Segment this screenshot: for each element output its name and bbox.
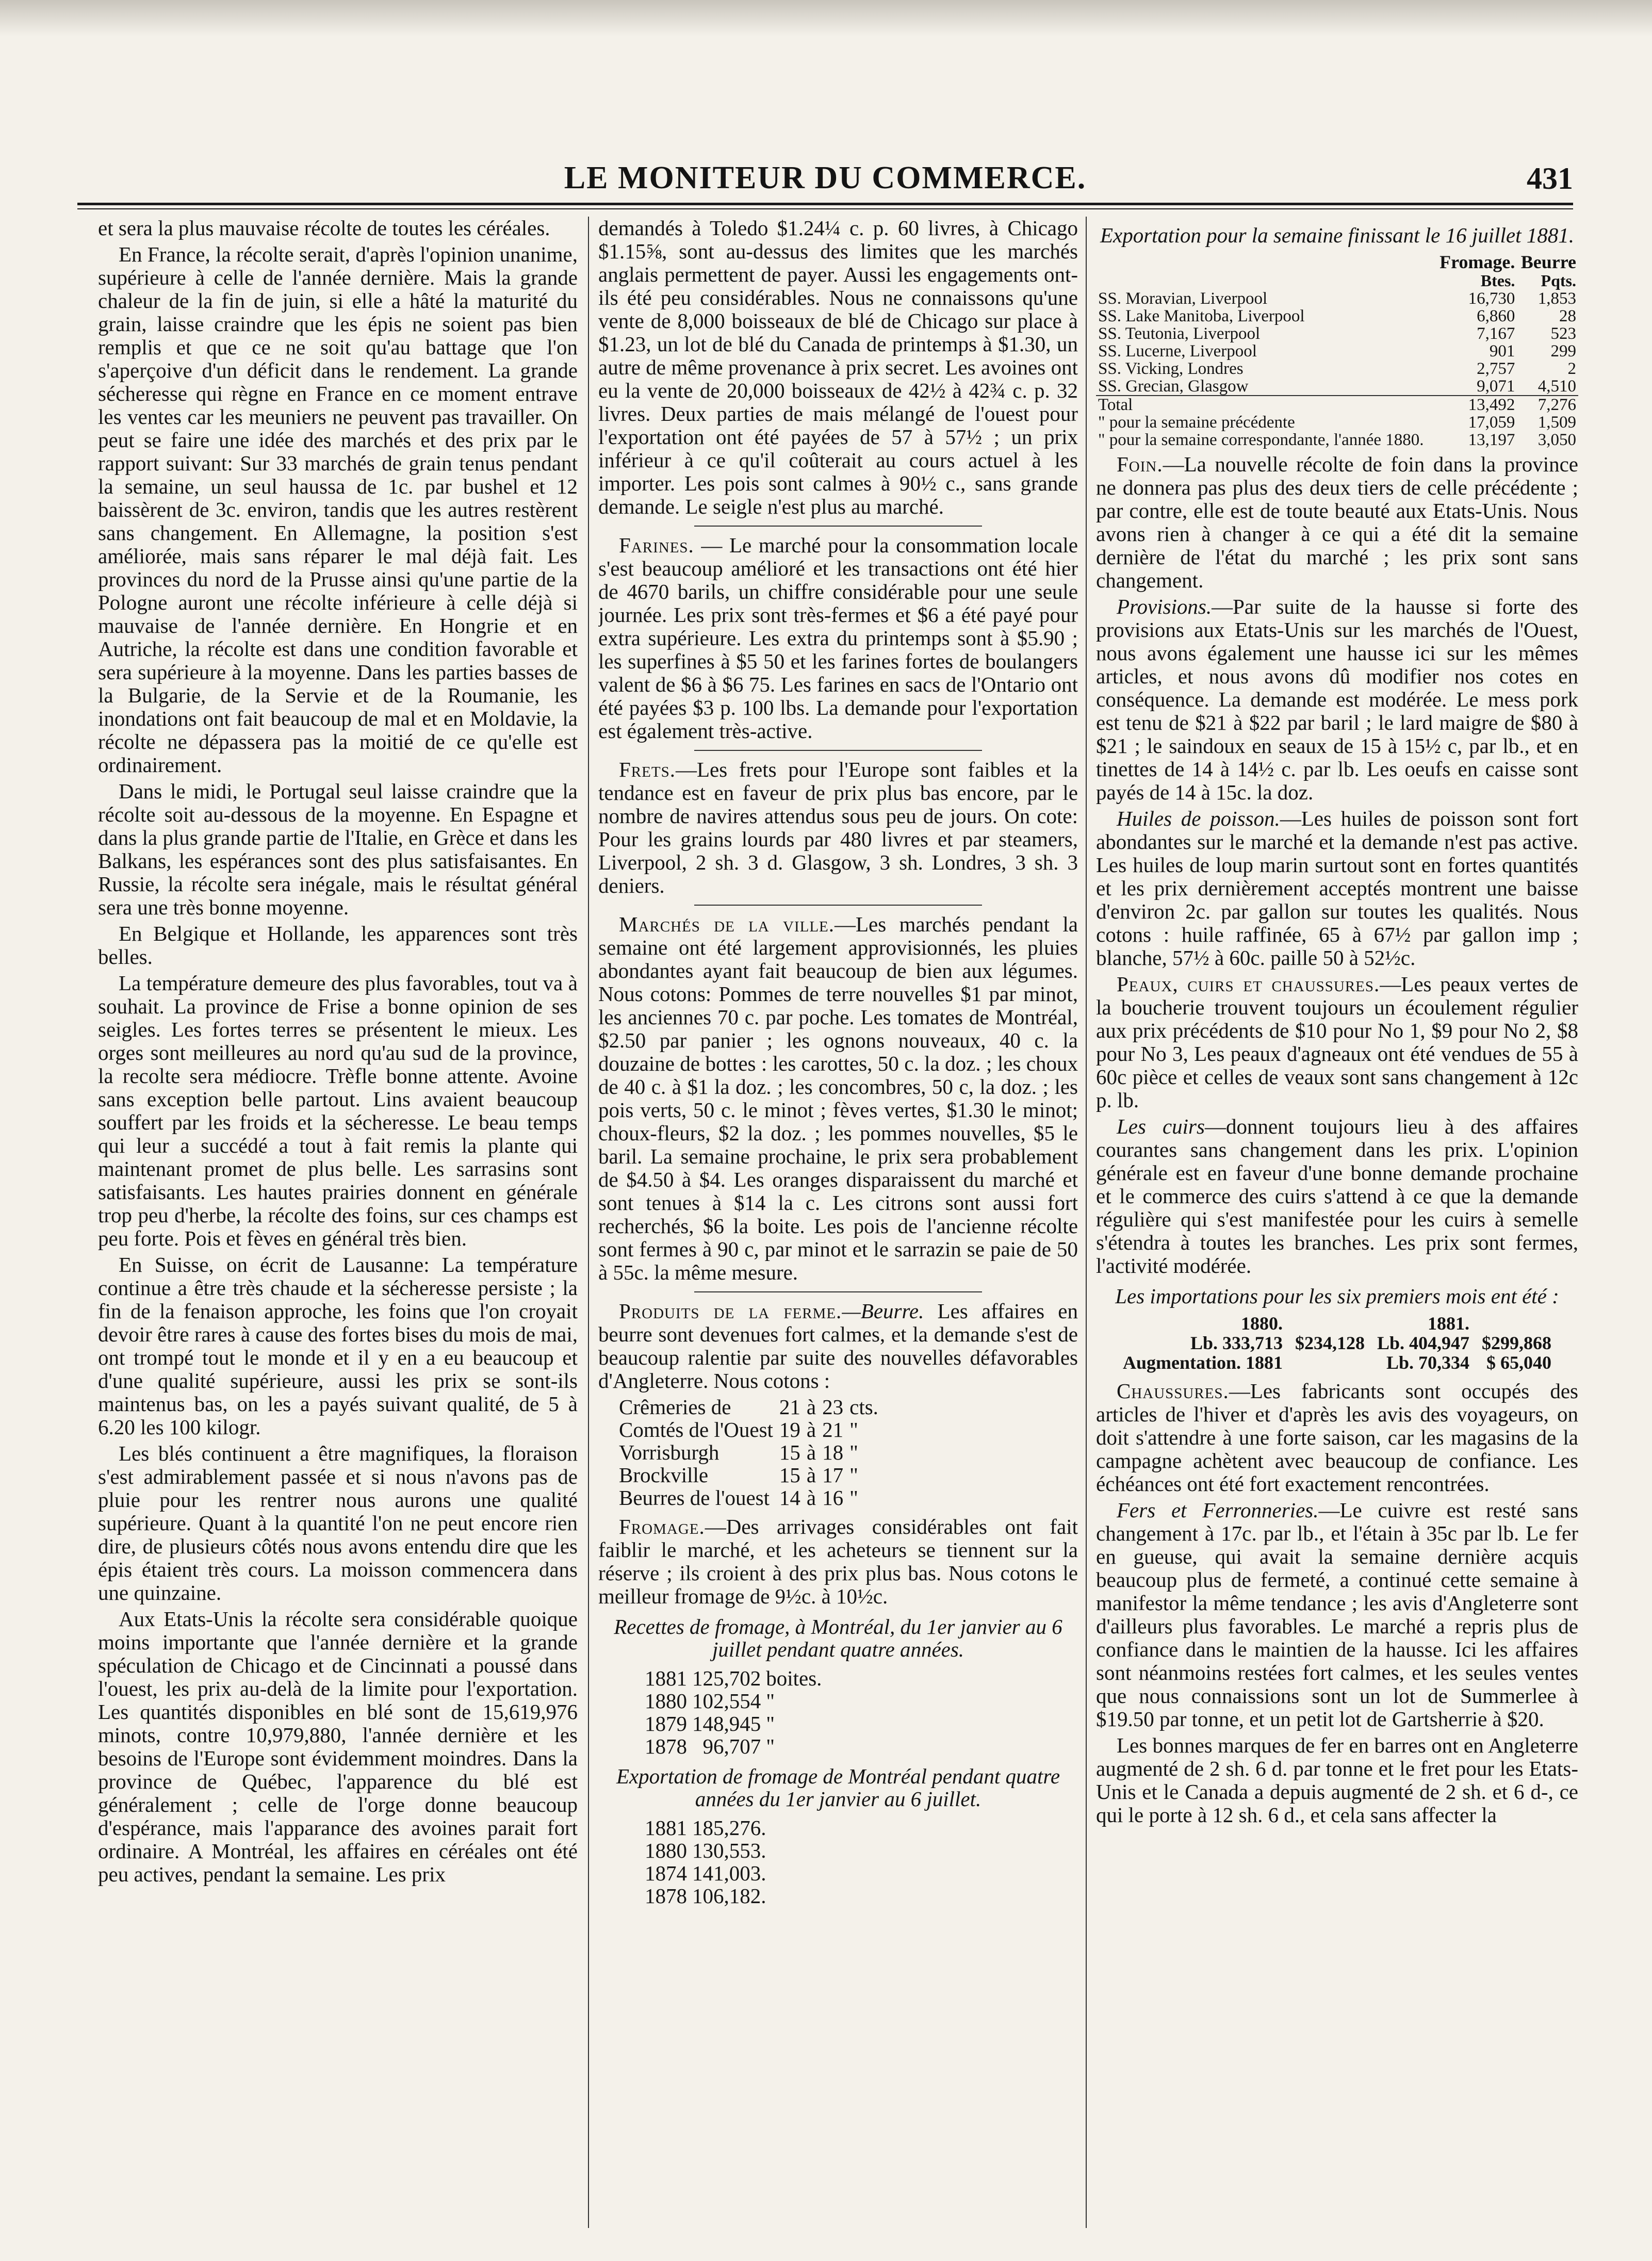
butter-row: [619, 1441, 885, 1464]
paragraph: Les blés continuent a être magnifiques, la floraison s'est admirablement passée et si nous n'avons pas de pluie pour les rentrer nous aurons une qualité supérieure. Quant à la quantité l'on ne peut encore rien dire, de plusieurs côtés nous avons entendu dire que les épis étaient très cours. La moisson commencera dans une quinzaine.: [98, 1441, 578, 1604]
butter-total: 3,050: [1537, 431, 1576, 449]
section-heading: Fromage.: [619, 1515, 705, 1538]
section-fers: [1096, 1499, 1578, 1731]
price-sep: à: [806, 1418, 816, 1441]
section-separator: [694, 905, 982, 906]
section-text: — Le marché pour la consommation locale s'est beaucoup amélioré et les transactions ont été hier de 4670 barils, un chiffre considérable pour une seule journée. Les prix sont très-fermes et $6 a été payé pour extra supérieure. Les extra du printemps sont à $5.90 ; les superfines à $5 50 et les farines fortes de boulangers valent de $6 à $6 75. Les farines en sacs de l'Ontario ont été payées $3 p. 100 lbs. La demande pour l'exportation est également très-active.: [598, 533, 1078, 743]
product-name: Comtés de l'Ouest: [619, 1418, 773, 1441]
section-heading: Peaux, cuirs et chaussures.: [1117, 972, 1380, 996]
year: 1881: [645, 1666, 687, 1690]
section-text: —Le cuivre est resté sans changement à 17c. par lb., et l'étain à 35c par lb. Le fer en gueuse, qui avait la semaine dernière acquis beaucoup plus de fermeté, a continué cette semaine à manifestor la même tendance ; les avis d'Angleterre sont d'ailleurs plus favorables. Le marché a repris plus de confiance dans le maintien de la hausse. Ici les affaires sont néanmoins restées fort calmes, et les seules ventes que nous connaissions sont un lot de Summerlee à $19.50 par tonne, et un petit lot de Gartsherrie à $20.: [1096, 1498, 1578, 1731]
paragraph: En France, la récolte serait, d'après l'opinion unanime, supérieure à celle de l'année dernière. Mais la grande chaleur de la fin de juin, si elle a hâté la maturité du grain, laisse craindre que les épis ne soient pas bien remplis et que ce ne soit qu'au battage que l'on s'aperçoive d'un déficit dans le rendement. La grande sécheresse qui règne en France en ce moment entrave les ventes car les meuniers ne peuvent pas travailler. On peut se faire une idée des marchés et des prix par le rapport suivant: Sur 33 marchés de grain tenus pendant la semaine, un seul haussa de 1c. par bushel et 12 baissèrent de 3c. environ, tandis que les autres restèrent sans changement. En Allemagne, la position s'est améliorée, mais sans réparer le mal déjà fait. Les provinces du nord de la Prusse ainsi qu'une partie de la Pologne auront une récolte inférieure à celle déjà si mauvaise de l'année dernière. En Hongrie et en Autriche, la récolte est dans une condition favorable et sera supérieure à la moyenne. Dans les parties basses de la Bulgarie, de la Servie et de la Roumanie, les inondations ont fait beaucoup de mal et en Moldavie, la récolte ne dépassera pas la moitié de ce qu'elle est ordinairement.: [98, 242, 578, 777]
section-marches: [598, 913, 1078, 1284]
product-name: Vorrisburgh: [619, 1440, 719, 1464]
page-header: [77, 160, 1573, 201]
paragraph: demandés à Toledo $1.24¼ c. p. 60 livres, à Chicago $1.15⅝, sont au-dessus des limites que les marchés anglais permettent de payer. Aussi les engagements ont-ils été peu considérables. Nous ne connaissons qu'une vente de 8,000 boisseaux de blé de Chicago sur place à $1.23, un lot de blé du Canada de printemps à $1.30, un autre de même provenance à prix secret. Les avoines ont eu la vente de 20,000 boisseaux de 42½ à 42¾ c. p. 32 livres. Deux parties de mais mélangé de l'ouest pour l'exportation ont été payées de 57 à 57½ ; un prix inférieur à ce qu'il coûterait au cours actuel à les importer. Les pois sont calmes à 90½ c., sans grande demande. Le seigle n'est plus au marché.: [598, 217, 1078, 518]
price-low: 21: [779, 1395, 800, 1419]
receipt-row: [645, 1667, 827, 1690]
cheese-receipts-table: [645, 1667, 827, 1758]
section-separator: [694, 1291, 982, 1292]
section-heading: Les cuirs: [1117, 1115, 1205, 1138]
ship-name: SS. Lucerne, Liverpool: [1098, 342, 1257, 361]
header-rule: [77, 203, 1573, 209]
year: 1874: [645, 1861, 687, 1885]
price-high: 18: [822, 1440, 844, 1464]
section-heading: Frets.: [619, 758, 676, 781]
butter-packages: 28: [1559, 307, 1576, 325]
ship-name: SS. Teutonia, Liverpool: [1098, 324, 1261, 343]
column-subheader: Pqts.: [1541, 271, 1576, 290]
paragraph: En Belgique et Hollande, les apparences sont très belles.: [98, 922, 578, 969]
butter-packages: 1,853: [1537, 289, 1576, 308]
year-header: 1881.: [1428, 1313, 1470, 1334]
import-value: $ 65,040: [1486, 1352, 1552, 1373]
butter-total: 1,509: [1537, 413, 1576, 432]
cheese-boxes: 16,730: [1468, 289, 1515, 308]
column-header: Fromage.: [1440, 252, 1515, 272]
section-frets: [598, 758, 1078, 897]
price-high: 23: [822, 1395, 844, 1419]
ship-row: [1096, 342, 1578, 360]
value: 106,182.: [692, 1884, 766, 1908]
import-row: [1117, 1353, 1558, 1372]
section-provisions: [1096, 595, 1578, 804]
paragraph: Aux Etats-Unis la récolte sera considérable quoique moins importante que l'année dernière et la grande spéculation de Chicago et de Cincinnati a poussé dans l'ouest, les prix au-delà de la limite pour l'exportation. Les quantités disponibles en blé sont de 15,619,976 minots, contre 10,979,880, l'année dernière et les besoins de l'Europe sont évidemment moindres. Dans la province de Québec, l'apparence du blé est généralement ; celle de l'orge donne beaucoup d'espérance, mais l'apparance des avoines parait fort ordinaire. A Montréal, les affaires en céréales ont été peu actives, pendant la semaine. Les prix: [98, 1607, 578, 1886]
butter-row: [619, 1464, 885, 1486]
import-value: [1289, 1353, 1371, 1372]
cheese-boxes: 2,757: [1477, 359, 1515, 378]
section-separator: [694, 526, 982, 527]
section-farines: [598, 534, 1078, 743]
ship-name: SS. Lake Manitoba, Liverpool: [1098, 307, 1305, 325]
price-low: 14: [779, 1486, 800, 1510]
unit: ": [766, 1734, 775, 1758]
import-qty: Augmentation. 1881: [1122, 1352, 1283, 1373]
price-high: 21: [822, 1418, 844, 1441]
column-subheader: Btes.: [1480, 271, 1515, 290]
unit: ": [766, 1712, 775, 1735]
weekly-export-table: [1096, 253, 1578, 449]
section-heading: Chaussures.: [1117, 1379, 1229, 1403]
unit: boites.: [766, 1666, 822, 1690]
price-unit: ": [849, 1418, 858, 1441]
ship-name: SS. Moravian, Liverpool: [1098, 289, 1268, 308]
year: 1880: [645, 1839, 687, 1862]
cheese-total: 17,059: [1468, 413, 1515, 432]
value: 130,553.: [692, 1839, 766, 1862]
butter-packages: 2: [1567, 359, 1576, 378]
ship-row: [1096, 307, 1578, 325]
price-high: 16: [822, 1486, 844, 1510]
value: 185,276.: [692, 1816, 766, 1840]
section-subheading: —Beurre.: [842, 1299, 924, 1323]
column-3: [1096, 217, 1578, 2243]
journal-title: LE MONITEUR DU COMMERCE.: [564, 160, 1087, 195]
table-caption: Recettes de fromage, à Montréal, du 1er janvier au 6 juillet pendant quatre années.: [614, 1615, 1062, 1661]
total-row: [1096, 431, 1578, 449]
butter-row: [619, 1396, 885, 1418]
paragraph: Dans le midi, le Portugal seul laisse craindre que la récolte soit au-dessous de la moyenne. En Espagne et dans la plus grande partie de l'Italie, en Grèce et dans les Balkans, les espérances sont des plus satisfaisantes. En Russie, la récolte sera inégale, mais le résultat général sera une très bonne moyenne.: [98, 779, 578, 919]
section-cuirs: [1096, 1115, 1578, 1277]
column-1: [98, 217, 578, 2243]
price-low: 15: [779, 1440, 800, 1464]
section-heading: Huiles de poisson.: [1117, 807, 1280, 830]
cheese-export-table: [645, 1816, 772, 1907]
price-low: 15: [779, 1463, 800, 1487]
import-value: $234,128: [1295, 1333, 1365, 1353]
butter-total: 7,276: [1517, 396, 1578, 414]
unit: ": [766, 1689, 775, 1713]
import-qty: Lb. 333,713: [1190, 1333, 1283, 1353]
import-value: $299,868: [1482, 1333, 1552, 1353]
price-unit: ": [849, 1486, 858, 1510]
section-chaussures: [1096, 1380, 1578, 1496]
receipt-row: [645, 1735, 827, 1758]
product-name: Brockville: [619, 1463, 709, 1487]
product-name: Crêmeries de: [619, 1395, 731, 1419]
section-produits: [598, 1300, 1078, 1392]
cheese-boxes: 901: [1489, 342, 1515, 361]
section-peaux: [1096, 973, 1578, 1112]
section-fromage: [598, 1515, 1078, 1608]
year: 1878: [645, 1884, 687, 1908]
butter-row: [619, 1418, 885, 1441]
paragraph: La température demeure des plus favorables, tout va à souhait. La province de Frise a bonne opinion de ses seigles. Les fortes terres se présentent le mieux. Les orges sont meilleures au nord qu'au sud de la province, la recolte sera médiocre. Trèfle bonne attente. Avoine sans exception belle partout. Lins avaient beaucoup souffert par les froids et la sécheresse. Le beau temps qui leur a succédé a tout à fait remis la plante qui maintenant promet de plus belle. Les sarrasins sont satisfaisants. Les hautes prairies donnent en générale trop peu d'herbe, la récolte des foins, sur ces champs est peu forte. Pois et fèves en général très bien.: [98, 971, 578, 1250]
import-qty: Lb. 404,947: [1377, 1333, 1470, 1353]
butter-packages: 4,510: [1537, 377, 1576, 396]
table-caption: Exportation de fromage de Montréal pendant quatre années du 1er janvier au 6 juillet.: [616, 1764, 1060, 1811]
value: 125,702: [692, 1666, 761, 1690]
total-label: Total: [1096, 396, 1435, 414]
export-year-row: [645, 1839, 772, 1862]
section-text: —La nouvelle récolte de foin dans la province ne donnera pas plus des deux tiers de celle précédente ; par contre, elle est de toute beauté aux Etats-Unis. Nous avons rien à changer à ce qui a été dit la semaine dernière de l'état du marché ; les prix sont sans changement.: [1096, 452, 1578, 592]
butter-price-table: [619, 1396, 885, 1509]
price-unit: cts.: [849, 1395, 878, 1419]
year: 1878: [645, 1734, 687, 1758]
column-divider: [588, 217, 589, 2228]
total-label: " pour la semaine précédente: [1098, 413, 1295, 432]
import-row: [1117, 1333, 1558, 1353]
cheese-boxes: 6,860: [1477, 307, 1515, 325]
section-heading: Provisions.: [1117, 595, 1212, 618]
cheese-boxes: 7,167: [1477, 324, 1515, 343]
value: 141,003.: [692, 1861, 766, 1885]
column-2: [598, 217, 1078, 2243]
year: 1881: [645, 1816, 687, 1840]
section-heading: Farines.: [619, 533, 694, 557]
year-header: 1880.: [1240, 1313, 1283, 1334]
value: 96,707: [702, 1734, 761, 1758]
ship-row: [1096, 290, 1578, 307]
value: 102,554: [692, 1689, 761, 1713]
ship-row: [1096, 325, 1578, 342]
section-text: —donnent toujours lieu à des affaires courantes sans changement dans les prix. L'opinion générale est en faveur d'une bonne demande prochaine et le commerce des cuirs s'attend à ce que la demande régulière qui s'est manifestée pour les cuirs à semelle s'étendra à toutes les branches. Les prix sont fermes, l'activité modérée.: [1096, 1115, 1578, 1277]
ship-row: [1096, 378, 1578, 396]
receipt-row: [645, 1690, 827, 1712]
table-caption: Exportation pour la semaine finissant le 16 juillet 1881.: [1100, 223, 1575, 247]
section-text: —Les huiles de poisson sont fort abondantes sur le marché et la demande n'est pas active. Les huiles de loup marin surtout sont en fortes quantités et les prix dernièrement acceptés montrent une baisse d'environ 2c. par gallon sur toutes les qualités. Nous cotons : huile raffinée, 65 à 67½ par gallon imp ; blanche, 57½ à 60c. paille 50 à 52½c.: [1096, 807, 1578, 970]
paragraph: En Suisse, on écrit de Lausanne: La température continue a être très chaude et la sécheresse persiste ; la fin de la fenaison approche, les foins que l'on croyait devoir être rares à cause des fortes bises du mois de mai, ont trompé tout le monde et il y en a eu beaucoup et d'une qualité supérieure, aussi les prix se sont-ils maintenus bas, on les a payés suivant qualité, de 5 à 6.20 les 100 kilogr.: [98, 1253, 578, 1439]
price-low: 19: [779, 1418, 800, 1441]
price-sep: à: [806, 1395, 816, 1419]
section-text: —Les peaux vertes de la boucherie trouvent toujours un écoulement régulier aux prix précédents de $10 pour No 1, $9 pour No 2, $8 pour No 3, Les peaux d'agneaux ont été vendues de 55 à 60c pièce et celles de veaux sont sans changement à 12c p. lb.: [1096, 972, 1578, 1112]
total-row: [1096, 414, 1578, 431]
price-sep: à: [806, 1463, 816, 1487]
section-text: —Les fabricants sont occupés des articles de l'hiver et d'après les avis des voyageurs, on doit s'attendre à une forte saison, car les magasins de la campagne achètent avec beaucoup de confiance. Les échéances ont été fort exactement rencontrées.: [1096, 1379, 1578, 1496]
product-name: Beurres de l'ouest: [619, 1486, 770, 1510]
section-heading: Foin.: [1117, 452, 1163, 476]
column-divider: [1086, 217, 1087, 2228]
butter-row: [619, 1486, 885, 1509]
butter-packages: 523: [1550, 324, 1576, 343]
import-qty: Lb. 70,334: [1386, 1352, 1470, 1373]
ship-name: SS. Vicking, Londres: [1098, 359, 1244, 378]
section-text: Les affaires en beurre sont devenues fort calmes, et la demande s'est de beaucoup ralentie par suite des nouvelles défavorables d'Angleterre. Nous cotons :: [598, 1299, 1078, 1392]
cheese-total: 13,492: [1435, 396, 1517, 414]
export-year-row: [645, 1885, 772, 1907]
table-caption: Les importations pour les six premiers mois ent été :: [1115, 1284, 1559, 1308]
price-sep: à: [806, 1486, 816, 1510]
butter-packages: 299: [1550, 342, 1576, 361]
paragraph: et sera la plus mauvaise récolte de toutes les céréales.: [98, 217, 550, 240]
cheese-total: 13,197: [1468, 431, 1515, 449]
section-foin: [1096, 453, 1578, 592]
total-row: [1096, 396, 1578, 414]
value: 148,945: [692, 1712, 761, 1735]
price-high: 17: [822, 1463, 844, 1487]
year: 1880: [645, 1689, 687, 1713]
export-year-row: [645, 1862, 772, 1885]
imports-table: [1117, 1314, 1558, 1372]
section-heading: Produits de la ferme.: [619, 1299, 842, 1323]
section-text: —Les marchés pendant la semaine ont été largement approvisionnés, les pluies abondantes ayant fait beaucoup de bien aux légumes. Nous cotons: Pommes de terre nouvelles $1 par minot, les anciennes 70 c. par poche. Les tomates de Montréal, $2.50 par panier ; les ognons nouveaux, 40 c. la douzaine de bottes : les carottes, 50 c. la doz. ; les choux de 40 c. à $1 la doz. ; les concombres, 50 c, la doz. ; les pois verts, 50 c. le minot ; fèves vertes, $1.30 le minot; choux-fleurs, $2 la doz. ; les pommes nouvelles, $5 le baril. La semaine prochaine, le prix sera probablement de $4.50 à $4. Les oranges disparaissent du marché et sont tenues à $14 la c. Les citrons sont aussi fort recherchés, $6 la boite. Les pois de l'ancienne récolte sont fermes à 90 c, par minot et le sarrazin se paie de 50 à 55c. la même mesure.: [598, 912, 1078, 1284]
section-heading: Marchés de la ville.: [619, 912, 835, 936]
receipt-row: [645, 1712, 827, 1735]
ship-row: [1096, 360, 1578, 378]
cheese-boxes: 9,071: [1477, 377, 1515, 396]
export-year-row: [645, 1816, 772, 1839]
section-separator: [694, 750, 982, 751]
price-unit: ": [849, 1440, 858, 1464]
section-text: —Les frets pour l'Europe sont faibles et la tendance est en faveur de prix plus bas encore, par le nombre de navires attendus sous peu de jours. On cote: Pour les grains lourds par 480 livres et par steamers, Liverpool, 2 sh. 3 d. Glasgow, 3 sh. Londres, 3 sh. 3 deniers.: [598, 758, 1078, 897]
year: 1879: [645, 1712, 687, 1735]
scan-edge: [0, 0, 1652, 36]
price-unit: ": [849, 1463, 858, 1487]
column-header: Beurre: [1520, 252, 1576, 272]
paragraph: Les bonnes marques de fer en barres ont en Angleterre augmenté de 2 sh. 6 d. par tonne et le fret pour les Etats-Unis et le Canada a depuis augmenté de 2 sh. et 6 d-, ce qui le porte à 12 sh. 6 d., et cela sans affecter la: [1096, 1733, 1578, 1827]
section-text: —Des arrivages considérables ont fait faiblir le marché, et les acheteurs se tiennent sur la réserve ; ils croient à des prix plus bas. Nous cotons le meilleur fromage de 9½c. à 10½c.: [598, 1515, 1078, 1608]
price-sep: à: [806, 1440, 816, 1464]
section-text: —Par suite de la hausse si forte des provisions aux Etats-Unis sur les marchés de l'Ouest, nous avons également une hausse ici sur les mêmes articles, et nous avons dû modifier nos cotes en conséquence. La demande est modérée. Le mess pork est tenu de $21 à $22 par baril ; le lard maigre de $80 à $21 ; le saindoux en seaux de 15 à 15½ c, par lb., et en tinettes de 14 à 14½ c. par lb. Les oeufs en caisse sont payés de 14 à 15c. la doz.: [1096, 595, 1578, 804]
page-number: 431: [1527, 161, 1573, 195]
section-heading: Fers et Ferronneries.: [1117, 1498, 1319, 1522]
ship-name: SS. Grecian, Glasgow: [1098, 377, 1249, 396]
total-label: " pour la semaine correspondante, l'année 1880.: [1098, 431, 1424, 449]
section-huiles: [1096, 807, 1578, 970]
